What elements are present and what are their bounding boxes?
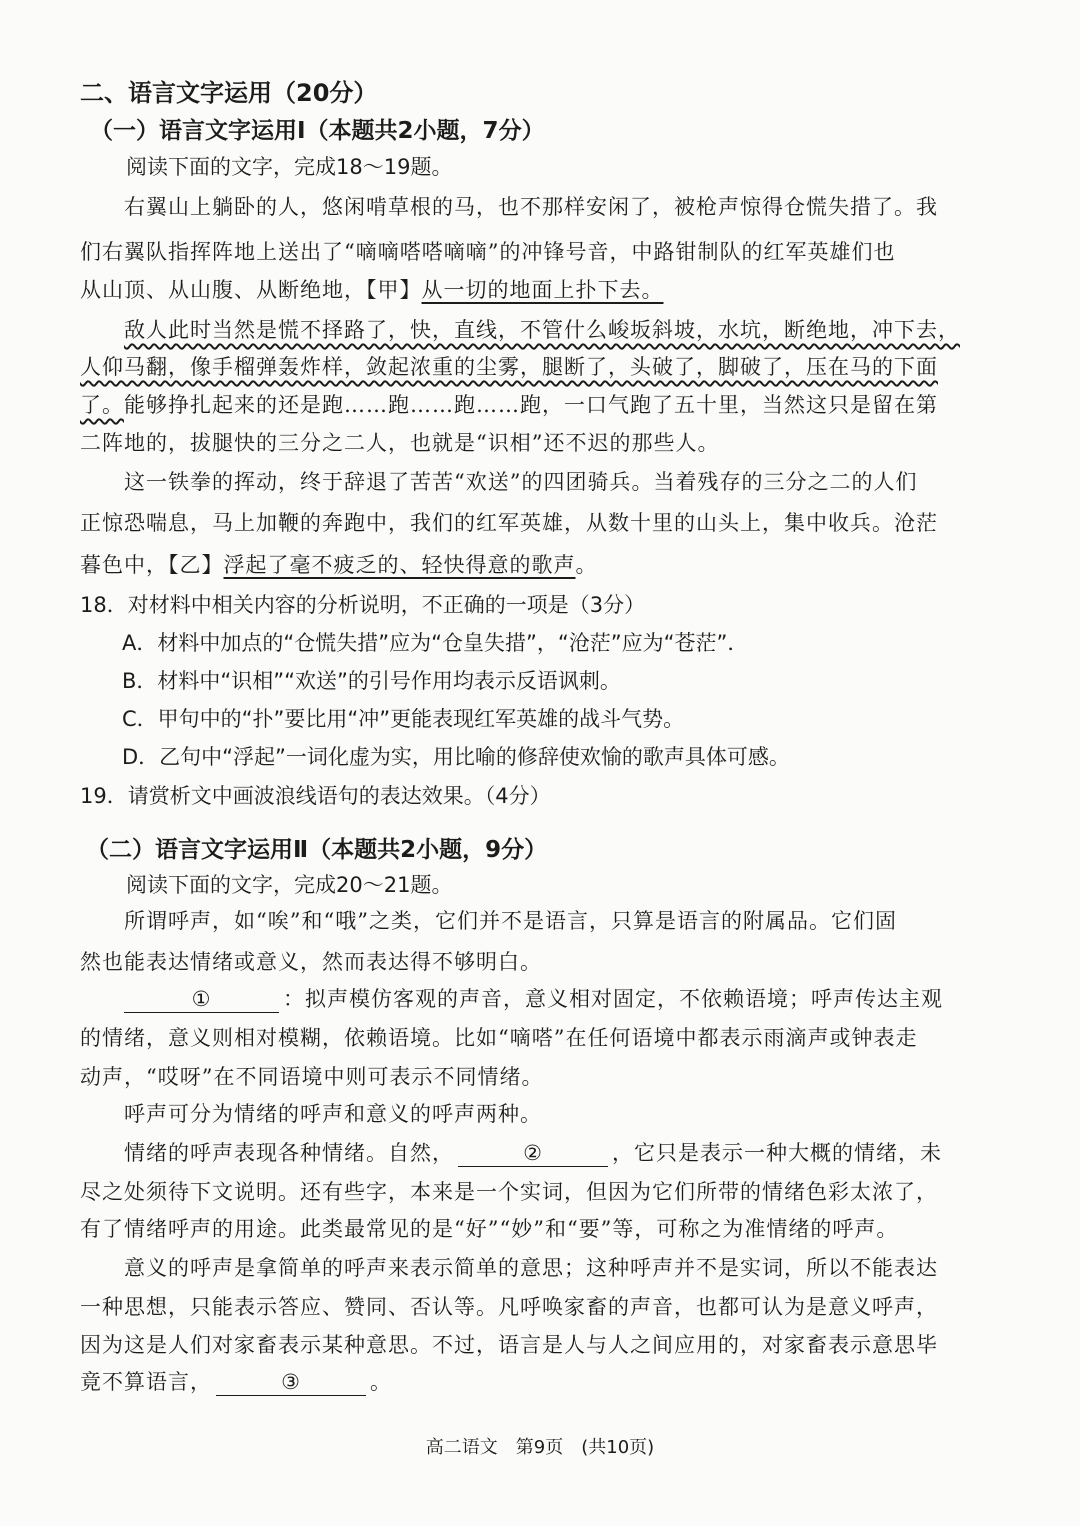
marker-yi: 【乙】 bbox=[168, 553, 224, 577]
blank-2: ② bbox=[458, 1140, 608, 1167]
page-footer: 高二语文 第9页 (共10页) bbox=[425, 1437, 655, 1458]
section-title: 二、语言文字运用（20分） bbox=[80, 79, 378, 107]
question-18-stem: 18．对材料中相关内容的分析说明，不正确的一项是（3分） bbox=[80, 593, 646, 617]
passage2-line: ① ：拟声模仿客观的声音，意义相对固定，不依赖语境；呼声传达主观 bbox=[120, 984, 943, 1014]
blank-3: ③ bbox=[216, 1369, 366, 1396]
passage2-line: 尽之处须待下文说明。还有些字，本来是一个实词，但因为它们所带的情绪色彩太浓了， bbox=[80, 1180, 938, 1204]
passage1-line: 这一铁拳的挥动，终于辞退了苦苦“欢送”的四团骑兵。当着残存的三分之二的人们 bbox=[124, 470, 918, 494]
wavy-sentence: 敌人此时当然是慌不择路了，快，直线，不管什么峻坂斜坡，水坑，断绝地，冲下去， bbox=[124, 318, 960, 342]
passage1-line: 了。能够挣扎起来的还是跑……跑……跑……跑，一口气跑了五十里，当然这只是留在第 bbox=[80, 393, 938, 417]
marker-jia: 【甲】 bbox=[366, 278, 422, 302]
passage2-line: 情绪的呼声表现各种情绪。自然， ② ，它只是表示一种大概的情绪，未 bbox=[124, 1141, 942, 1165]
question-19-stem: 19．请赏析文中画波浪线语句的表达效果。（4分） bbox=[80, 784, 551, 808]
passage2-line: 意义的呼声是拿简单的呼声来表示简单的意思；这种呼声并不是实词，所以不能表达 bbox=[124, 1256, 938, 1280]
passage1-line: 正惊恐喘息，马上加鞭的奔跑中，我们的红军英雄，从数十里的山头上，集中收兵。沧茫 bbox=[80, 511, 938, 535]
part2-title: （二）语言文字运用Ⅱ（本题共2小题，9分） bbox=[86, 837, 548, 863]
passage2-line: 一种思想，只能表示答应、赞同、否认等。凡呼唤家畜的声音，也都可认为是意义呼声， bbox=[80, 1295, 938, 1319]
passage2-line: 有了情绪呼声的用途。此类最常见的是“好”“妙”和“要”等，可称之为准情绪的呼声。 bbox=[80, 1217, 899, 1241]
passage1-line: 右翼山上躺卧的人，悠闲啃草根的马，也不那样安闲了，被枪声惊得仓慌失措了。我 bbox=[124, 195, 938, 219]
part2-instruction: 阅读下面的文字，完成20～21题。 bbox=[126, 873, 453, 897]
passage2-line: 动声，“哎呀”在不同语境中则可表示不同情绪。 bbox=[80, 1065, 544, 1089]
passage2-line: 然也能表达情绪或意义，然而表达得不够明白。 bbox=[80, 950, 542, 974]
sentence-jia: 从一切的地面上扑下去。 bbox=[421, 278, 664, 302]
passage1-line: 从山顶、从山腹、从断绝地，【甲】从一切的地面上扑下去。 bbox=[80, 278, 664, 302]
passage1-line: 暮色中，【乙】浮起了毫不疲乏的、轻快得意的歌声。 bbox=[80, 553, 598, 577]
passage2-line: 因为这是人们对家畜表示某种意思。不过，语言是人与人之间应用的，对家畜表示意思毕 bbox=[80, 1333, 938, 1357]
passage1-line bbox=[124, 315, 960, 345]
passage2-line: 竟不算语言， ③ 。 bbox=[80, 1370, 392, 1394]
question-18-option-b: B．材料中“识相”“欢送”的引号作用均表示反语讽刺。 bbox=[122, 669, 621, 693]
question-18-option-d: D．乙句中“浮起”一词化虚为实，用比喻的修辞使欢愉的歌声具体可感。 bbox=[122, 745, 790, 769]
blank-1: ① bbox=[124, 986, 279, 1013]
passage2-line: 所谓呼声，如“唉”和“哦”之类，它们并不是语言，只算是语言的附属品。它们固 bbox=[124, 909, 897, 933]
part1-title: （一）语言文字运用Ⅰ（本题共2小题，7分） bbox=[90, 118, 545, 144]
wavy-sentence: 了。 bbox=[80, 393, 124, 417]
part1-instruction: 阅读下面的文字，完成18～19题。 bbox=[126, 155, 453, 179]
passage1-line: 们右翼队指挥阵地上送出了“嘀嘀嗒嗒嘀嘀”的冲锋号音，中路钳制队的红军英雄们也 bbox=[80, 240, 896, 264]
question-18-option-a: A．材料中加点的“仓慌失措”应为“仓皇失措”，“沧茫”应为“苍茫”． bbox=[122, 631, 749, 655]
passage1-line: 二阵地的，拔腿快的三分之二人，也就是“识相”还不迟的那些人。 bbox=[80, 431, 720, 455]
question-18-option-c: C．甲句中的“扑”要比用“冲”更能表现红军英雄的战斗气势。 bbox=[122, 707, 685, 731]
passage2-line: 呼声可分为情绪的呼声和意义的呼声两种。 bbox=[124, 1102, 542, 1126]
passage2-line: 的情绪，意义则相对模糊，依赖语境。比如“嘀嗒”在任何语境中都表示雨滴声或钟表走 bbox=[80, 1026, 918, 1050]
sentence-yi: 浮起了毫不疲乏的、轻快得意的歌声 bbox=[223, 553, 576, 577]
wavy-sentence: 人仰马翻，像手榴弹轰炸样，敛起浓重的尘雾，腿断了，头破了，脚破了，压在马的下面 bbox=[80, 355, 938, 379]
passage1-line bbox=[80, 352, 938, 382]
